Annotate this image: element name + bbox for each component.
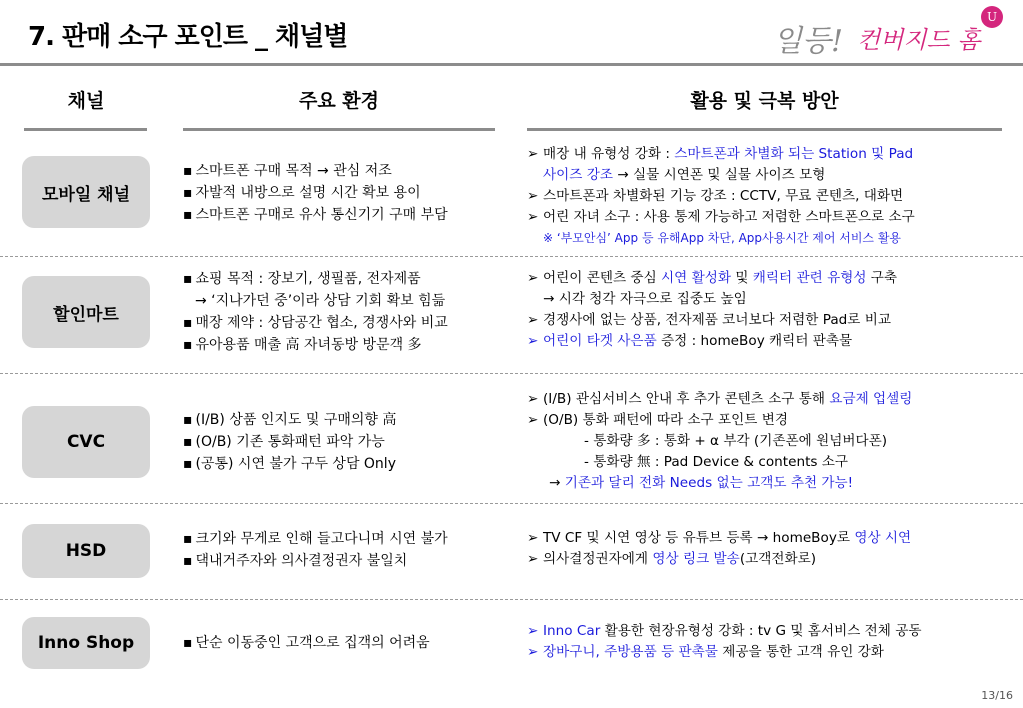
solution-item [527,165,915,186]
solution-text: 기존과 달리 전화 Needs 없는 고객도 추천 가능! [564,475,854,491]
solution-text: (고객전화로) [739,551,817,567]
row-divider [0,373,1023,374]
solution-item [527,642,922,663]
solution-list-inno-shop [527,621,922,663]
solution-item [527,331,897,352]
channel-hsd: HSD [22,524,150,578]
logo-text-2: 컨버지드 홈 [857,26,981,54]
env-item: ▪ 댁내거주자와 의사결정권자 불일치 [183,550,448,572]
solution-item [527,549,911,570]
channel-mobile: 모바일 채널 [22,156,150,228]
solution-text: → 실물 시연폰 및 실물 사이즈 모형 [612,167,826,183]
solution-text: 어린이 타겟 사은품 [543,333,657,349]
solution-list-hsd [527,528,911,570]
channel-inno-shop: Inno Shop [22,617,150,669]
solution-text: 장바구니, 주방용품 등 판촉물 [543,644,718,660]
header-solution: 활용 및 극복 방안 [690,90,839,112]
env-list-cvc [183,409,396,475]
solution-text: 요금제 업셀링 [829,391,913,407]
arrow-bullet-icon: ➢ [527,312,539,328]
env-item: ▪ (O/B) 기존 통화패턴 파악 가능 [183,431,396,453]
header-channel: 채널 [67,90,105,112]
arrow-bullet-icon: ➢ [527,551,539,567]
arrow-bullet-icon: ➢ [527,391,539,407]
row-divider [0,256,1023,257]
solution-item: → 시각 청각 자극으로 집중도 높임 [543,291,747,307]
solution-text: 영상 시연 [854,530,912,546]
env-item: → ‘지나가던 중’이라 상담 기회 확보 힘듦 [195,293,446,309]
solution-text: 및 [731,270,753,286]
arrow-bullet-icon: ➢ [527,333,539,349]
solution-item: - 통화량 多 : 통화 + α 부각 (기존폰에 원넘버다폰) [584,433,888,449]
arrow-bullet-icon: ➢ [527,644,539,660]
arrow-bullet-icon: ➢ [527,146,539,162]
env-item: ▪ 쇼핑 목적 : 장보기, 생필품, 전자제품 [183,268,448,290]
solution-text: 스마트폰과 차별화된 기능 강조 : CCTV, 무료 콘텐츠, 대화면 [543,188,904,204]
channel-cvc: CVC [22,406,150,478]
env-list-hsd [183,528,448,572]
solution-note: ※ ‘부모안심’ App 등 유해App 차단, App사용시간 제어 서비스 활용 [543,231,901,245]
solution-text: Inno Car [543,623,601,639]
solution-text: 어린 자녀 소구 : 사용 통제 가능하고 저렴한 스마트폰으로 소구 [543,209,915,225]
logo-badge-icon: U [981,6,1003,28]
page-number: 13/16 [981,689,1013,702]
solution-item [527,410,912,431]
solution-text: 증정 : homeBoy 캐릭터 판촉물 [656,333,853,349]
solution-text: 제공을 통한 고객 유인 강화 [717,644,884,660]
env-item: ▪ 매장 제약 : 상담공간 협소, 경쟁사와 비교 [183,312,448,334]
header-rule-solution [527,128,1002,131]
env-item: ▪ 스마트폰 구매로 유사 통신기기 구매 부담 [183,204,448,226]
solution-text: 캐릭터 관련 유형성 [752,270,867,286]
brand-logo [773,6,1003,59]
solution-list-discount-mart [527,268,897,352]
solution-text: 영상 링크 발송 [652,551,740,567]
page-title: 7. 판매 소구 포인트 _ 채널별 [28,22,348,52]
env-list-inno-shop [183,632,430,654]
solution-item [527,389,912,410]
solution-item [527,473,912,494]
header-rule-channel [24,128,147,131]
env-item: ▪ 유아용품 매출 高 자녀동방 방문객 多 [183,334,448,356]
solution-text: 구축 [866,270,898,286]
solution-text: 어린이 콘텐츠 중심 [543,270,662,286]
solution-text: 경쟁사에 없는 상품, 전자제품 코너보다 저렴한 Pad로 비교 [543,312,892,328]
arrow-bullet-icon: ➢ [527,209,539,225]
env-item: ▪ (공통) 시연 불가 구두 상담 Only [183,453,396,475]
arrow-bullet-icon: ➢ [527,530,539,546]
solution-item [527,207,915,228]
solution-item [527,186,915,207]
solution-text: → [549,475,565,491]
solution-item [527,528,911,549]
solution-item [527,268,897,289]
env-item: ▪ (I/B) 상품 인지도 및 구매의향 高 [183,409,396,431]
solution-text: (I/B) 관심서비스 안내 후 추가 콘텐츠 소구 통해 [543,391,830,407]
header-rule-environment [183,128,495,131]
solution-list-mobile [527,144,915,249]
arrow-bullet-icon: ➢ [527,412,539,428]
solution-item: - 통화량 無 : Pad Device & contents 소구 [584,454,849,470]
solution-text: (O/B) 통화 패턴에 따라 소구 포인트 변경 [543,412,788,428]
channel-discount-mart: 할인마트 [22,276,150,348]
row-divider [0,599,1023,600]
solution-item [527,144,915,165]
solution-text: 사이즈 강조 [543,167,613,183]
solution-text: 매장 내 유형성 강화 : [543,146,675,162]
env-item: ▪ 크기와 무게로 인해 들고다니며 시연 불가 [183,528,448,550]
solution-text: 시연 활성화 [661,270,731,286]
solution-list-cvc [527,389,912,494]
solution-item [527,310,897,331]
arrow-bullet-icon: ➢ [527,188,539,204]
env-item: ▪ 단순 이동중인 고객으로 집객의 어려움 [183,632,430,654]
env-list-mobile [183,160,448,226]
row-divider [0,503,1023,504]
solution-text: 의사결정권자에게 [543,551,653,567]
title-divider [0,63,1023,66]
env-list-discount-mart [183,268,448,356]
arrow-bullet-icon: ➢ [527,623,539,639]
solution-text: TV CF 및 시연 영상 등 유튜브 등록 → homeBoy로 [543,530,855,546]
solution-text: 활용한 현장유형성 강화 : tv G 및 홈서비스 전체 공동 [600,623,922,639]
header-environment: 주요 환경 [298,90,380,112]
logo-text-1: 일등! [773,24,844,59]
env-item: ▪ 스마트폰 구매 목적 → 관심 저조 [183,160,448,182]
arrow-bullet-icon: ➢ [527,270,539,286]
solution-item [527,621,922,642]
env-item: ▪ 자발적 내방으로 설명 시간 확보 용이 [183,182,448,204]
solution-text: 스마트폰과 차별화 되는 Station 및 Pad [674,146,914,162]
